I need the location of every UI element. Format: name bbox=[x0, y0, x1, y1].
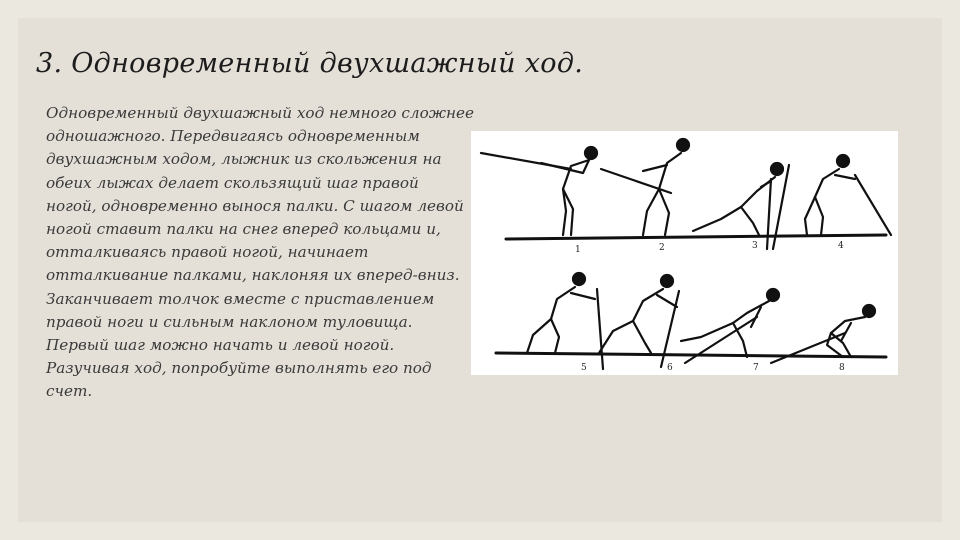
skier-figure-2 bbox=[601, 139, 689, 235]
skier-figure-1 bbox=[481, 147, 597, 235]
frame-label: 8 bbox=[839, 363, 845, 373]
skier-figure-8 bbox=[771, 305, 875, 363]
frame-label: 5 bbox=[581, 363, 587, 373]
frame-label: 4 bbox=[838, 241, 844, 251]
slide bbox=[18, 18, 942, 522]
skier-figure-4 bbox=[805, 155, 891, 235]
slide-title: 3. Одновременный двухшажный ход. bbox=[36, 48, 584, 79]
frame-label: 3 bbox=[752, 241, 758, 251]
skier-figure-7 bbox=[681, 289, 779, 363]
skiing-technique-illustration bbox=[471, 131, 898, 375]
frame-label: 1 bbox=[575, 245, 581, 255]
frame-label: 2 bbox=[659, 243, 665, 253]
frame-label: 7 bbox=[753, 363, 759, 373]
frame-label: 6 bbox=[667, 363, 673, 373]
slide-body-text: Одновременный двухшажный ход немного сложнее одношажного. Передвигаясь одновременным двухшажным ходом, лыжник из скольжения на обеих лыжах делает скользящий шаг правой ногой, одновременно вынося палки. С шагом левой ногой ставит палки на снег вперед кольцами и, отталкиваясь правой ногой, начинает отталкивание палками, наклоняя их вперед-вниз. Заканчивает толчок вместе с приставлением правой ноги и сильным наклоном туловища. Первый шаг можно начать и левой ногой. Разучивая ход, попробуйте выполнять его под счет. bbox=[46, 104, 474, 401]
